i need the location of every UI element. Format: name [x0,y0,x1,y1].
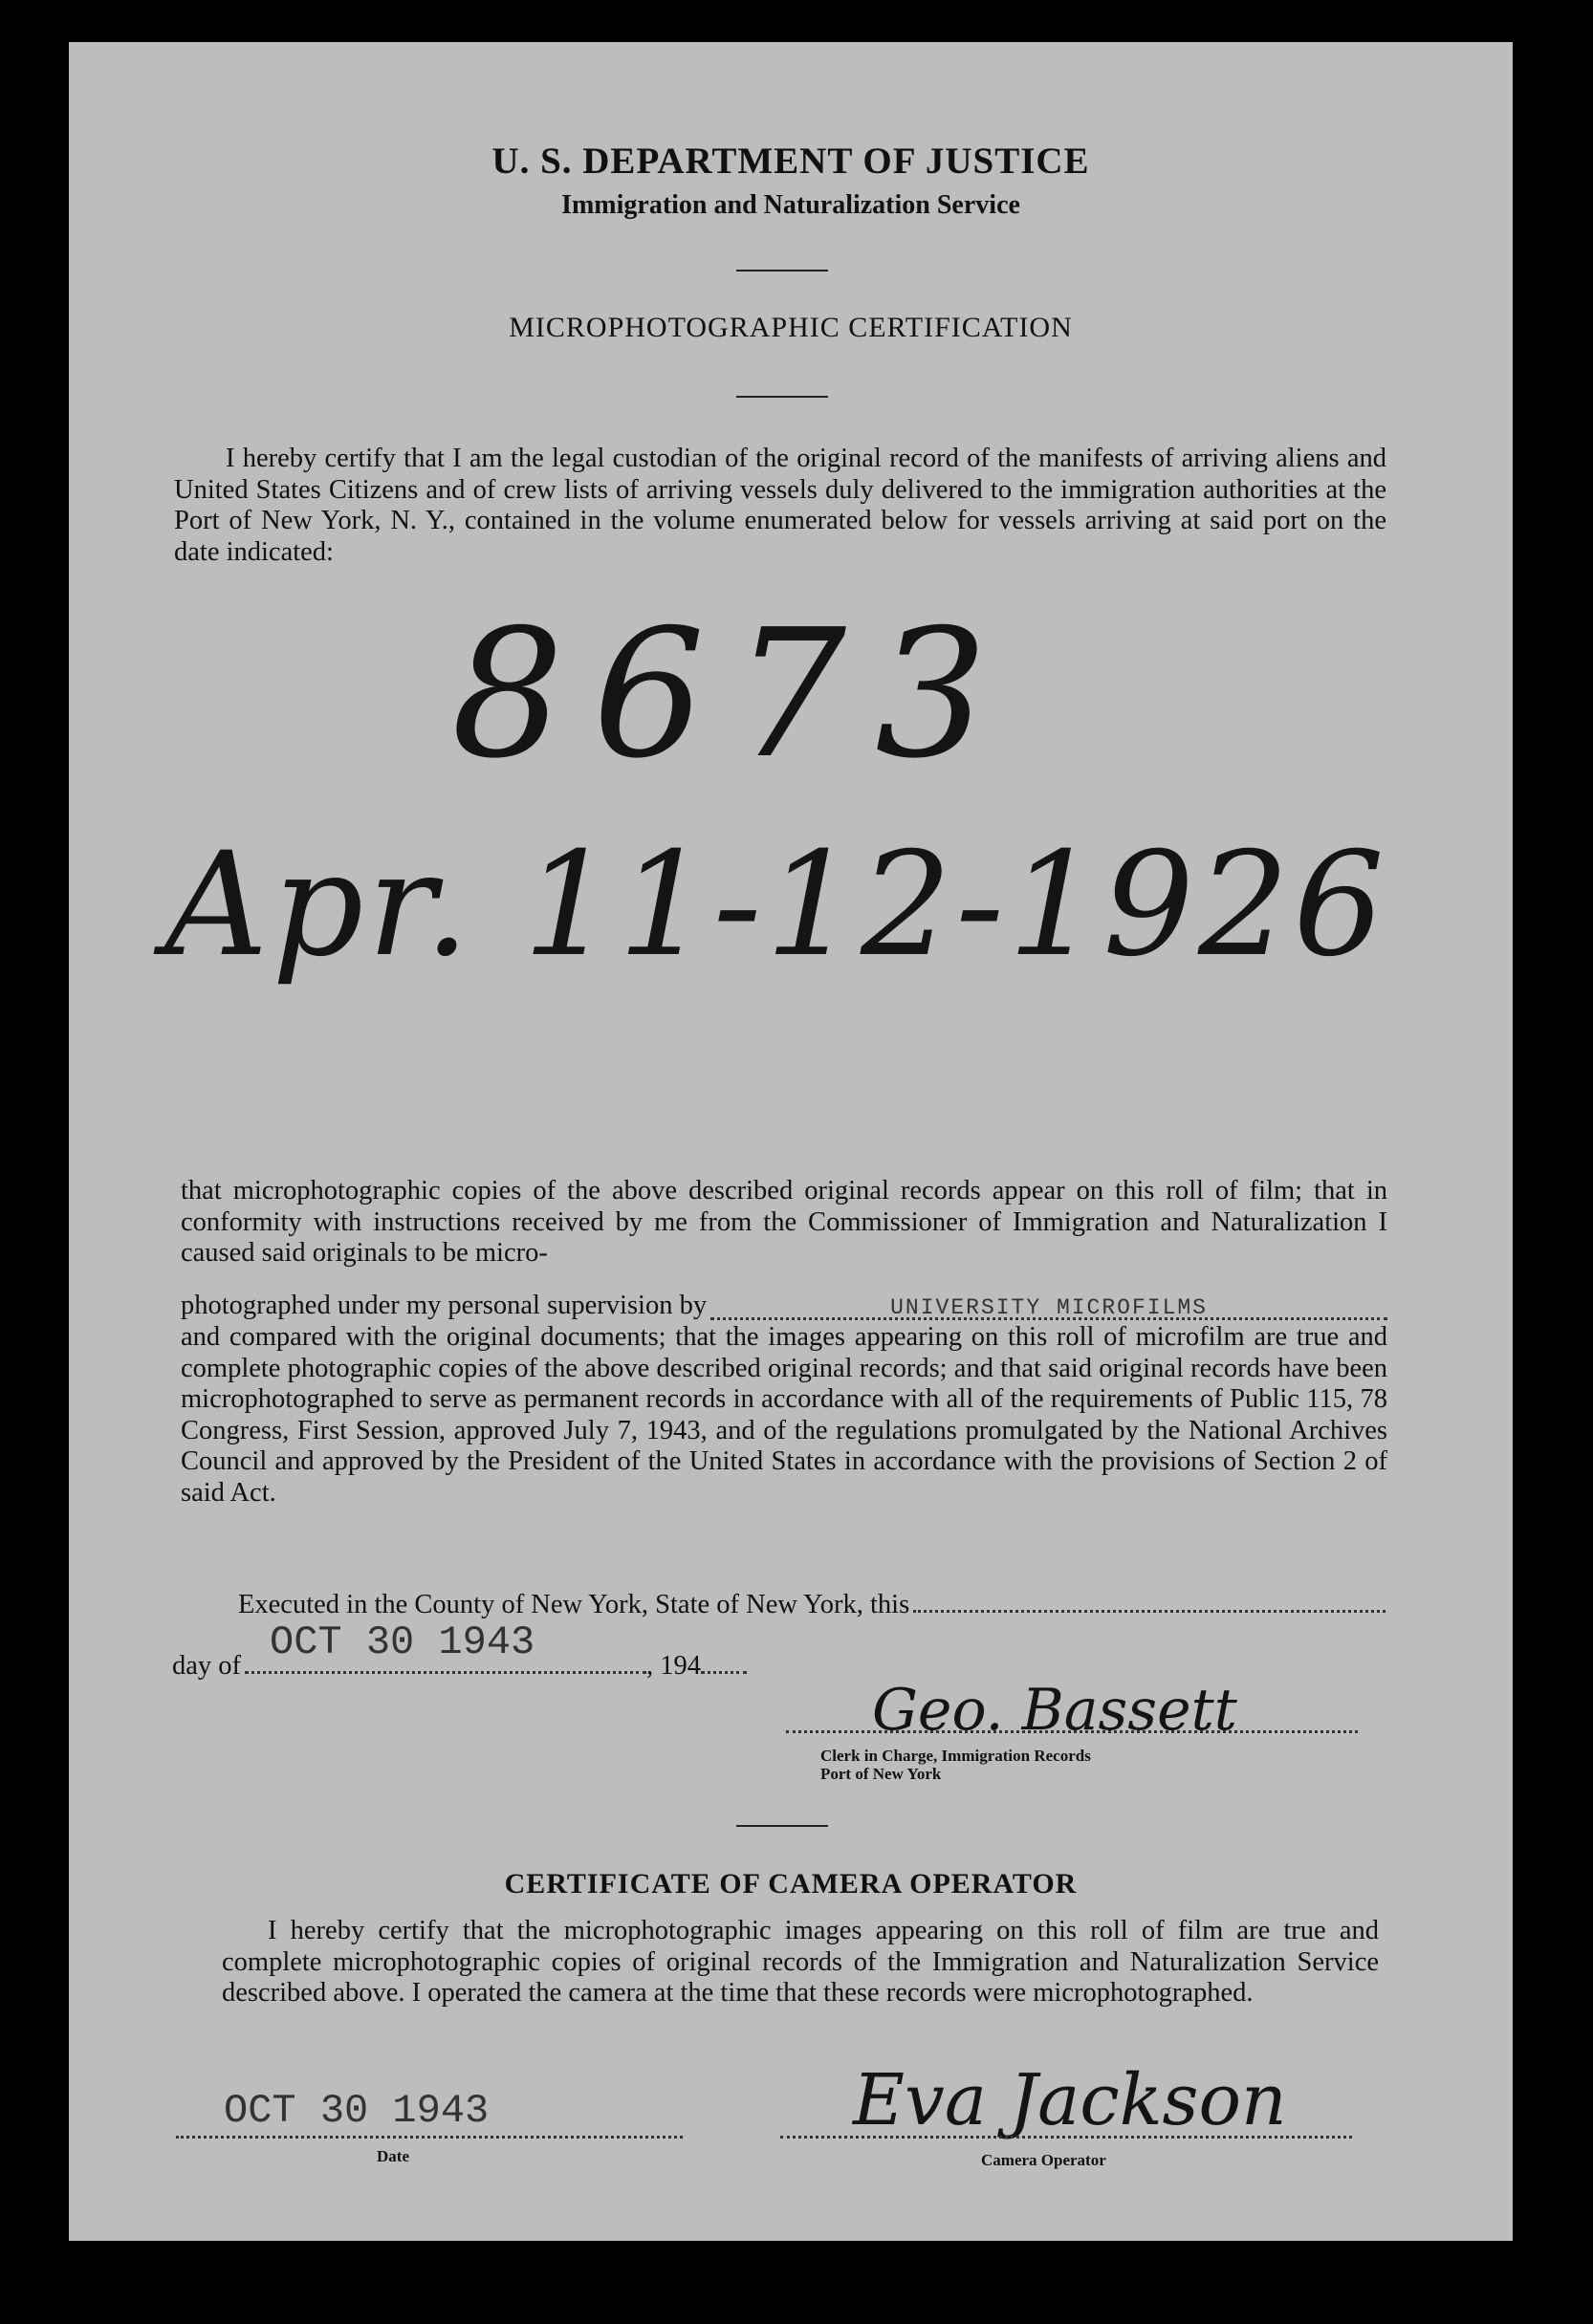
handwritten-date: Apr. 11-12-1926 [164,822,1388,988]
clerk-port: Port of New York [820,1765,942,1783]
day-of-fill [245,1619,646,1674]
supervision-line [181,1291,1387,1322]
divider [736,396,828,398]
certification-title: MICROPHOTOGRAPHIC CERTIFICATION [509,312,1073,343]
certification-paragraph: I hereby certify that I am the legal custodian of the original record of the manifests of arriving aliens and United States Citizens and of crew lists of arriving vessels duly delivered to the immigration authorities at the Port of New York, N. Y., contained in the volume enumerated below for vessels arriving at said port on the date indicated: [174,444,1386,567]
day-of-line [172,1619,794,1682]
clerk-signature-line [786,1730,1358,1733]
executed-fill [913,1585,1386,1613]
camera-operator-paragraph: I hereby certify that the microphotographic images appearing on this roll of film are true and complete microphotographic copies of original records of the Immigration and Naturalization Service described above. I operated the camera at the time that these records were microphotographed. [222,1916,1379,2008]
supervision-company: UNIVERSITY MICROFILMS [890,1295,1208,1320]
executed-line [238,1585,1386,1620]
year-fill [701,1646,747,1674]
day-of-label: day of [172,1651,242,1681]
clerk-title: Clerk in Charge, Immigration Records [820,1747,1091,1765]
service-subheading: Immigration and Naturalization Service [561,190,1020,220]
certificate-page [69,42,1513,2241]
year-prefix: , 194 [646,1651,702,1681]
date-stamp: OCT 30 1943 [270,1619,535,1665]
camera-operator-title: CERTIFICATE OF CAMERA OPERATOR [504,1868,1078,1900]
divider [736,1825,828,1827]
department-heading: U. S. DEPARTMENT OF JUSTICE [491,141,1090,182]
executed-text: Executed in the County of New York, State of New York, this [238,1590,910,1619]
supervision-fill [710,1291,1387,1320]
divider [736,270,828,271]
handwritten-volume-number: 8673 [451,591,1016,797]
film-paragraph-part2: and compared with the original documents; that the images appearing on this roll of microfilm are true and complete photographic copies of the above described original records; and that said original records have been microphotographed to serve as permanent records in accordance with all of the requirements of Public 115, 78 Congress, First Session, approved July 7, 1943, and of the regulations promulgated by the National Archives Council and approved by the President of the United States in accordance with the provisions of Section 2 of said Act. [181,1322,1387,1508]
operator-signature-line [780,2136,1352,2139]
operator-label: Camera Operator [981,2151,1106,2169]
film-paragraph-part1: that microphotographic copies of the above described original records appear on this roll of film; that in conformity with instructions received by me from the Commissioner of Immigration and Naturalization I caused said originals to be micro- [181,1176,1387,1268]
operator-date-line [176,2088,683,2139]
clerk-signature: Geo. Bassett [872,1677,1237,1744]
supervision-prefix: photographed under my personal supervision by [181,1291,708,1320]
operator-date-stamp: OCT 30 1943 [224,2088,490,2134]
date-label: Date [377,2147,409,2165]
operator-signature: Eva Jackson [853,2059,1287,2141]
